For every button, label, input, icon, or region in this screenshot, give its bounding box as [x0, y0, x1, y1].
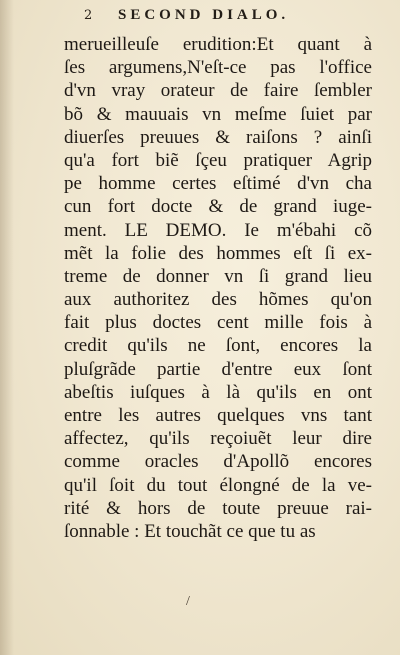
running-title: SECOND DIALO.	[118, 7, 290, 23]
text-line: qu'a fort biẽ ſçeu pratiquer Agrip	[64, 149, 372, 171]
text-line: abeſtis iuſques à là qu'ils en ont	[64, 381, 372, 403]
text-line: ſonnable : Et touchãt ce que tu as	[64, 520, 316, 542]
text-line: ſes argumens,N'eſt-ce pas l'office	[64, 57, 372, 79]
gutter-shadow	[0, 0, 14, 655]
text-line: cun fort docte & de grand iuge-	[64, 196, 372, 218]
text-line: ment. LE DEMO. Ie m'ébahi cõ	[64, 219, 372, 241]
text-line: bõ & mauuais vn meſme ſuiet par	[64, 103, 372, 125]
text-line: entre les autres quelques vns tant	[64, 405, 372, 426]
text-line: pluſgrãde partie d'entre eux ſont	[64, 358, 372, 380]
text-line: affectez, qu'ils reçoiuẽt leur dire	[64, 428, 372, 450]
body-text	[64, 33, 372, 543]
text-line: mẽt la folie des hommes eſt ſi ex-	[64, 242, 372, 264]
signature-mark: /	[186, 594, 190, 609]
text-line: aux authoritez des hõmes qu'on	[64, 289, 372, 311]
text-line: credit qu'ils ne ſont, encores la	[64, 335, 372, 357]
running-head	[0, 6, 400, 28]
text-line: pe homme certes eſtimé d'vn cha	[64, 173, 372, 195]
text-line: merueilleuſe erudition:Et quant à	[64, 34, 372, 55]
text-line: treme de donner vn ſi grand lieu	[64, 265, 372, 287]
text-line: qu'il ſoit du tout élongné de la ve-	[64, 474, 372, 496]
text-line: d'vn vray orateur de faire ſembler	[64, 80, 372, 102]
text-line: diuerſes preuues & raiſons ? ainſi	[64, 126, 372, 148]
text-line: rité & hors de toute preuue rai-	[64, 497, 372, 519]
text-line: comme oracles d'Apollõ encores	[64, 451, 372, 473]
text-line: fait plus doctes cent mille fois à	[64, 312, 372, 334]
page-number: 2	[84, 8, 93, 23]
